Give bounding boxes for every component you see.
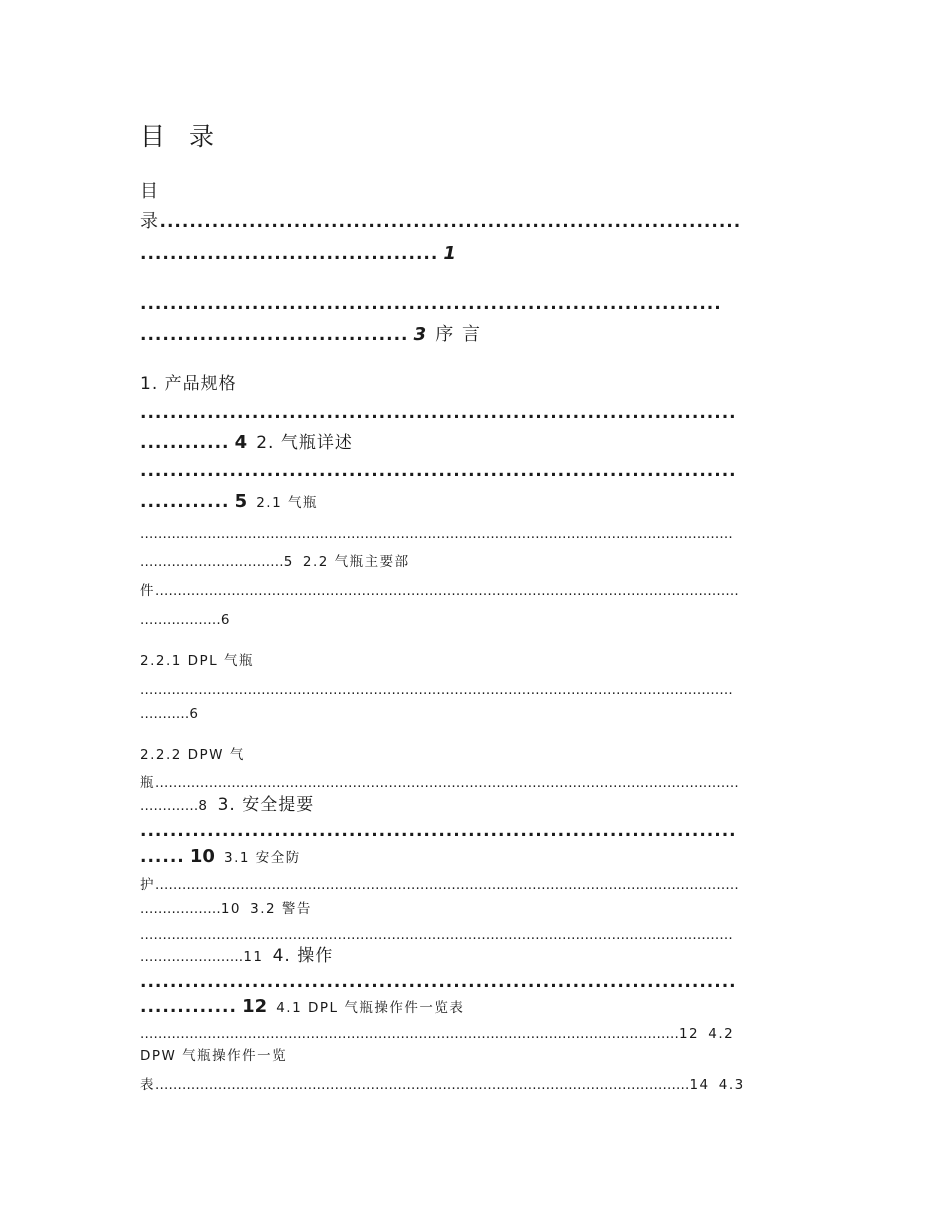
page-number: 12 [242, 996, 268, 1017]
section-2-2: 2.2 气瓶主要部 [302, 554, 410, 570]
leader-dots: ................................................................................ [140, 972, 737, 992]
page-number: 11 [243, 949, 264, 965]
leader-dots: ................................................................................ [140, 403, 737, 423]
section-2-1: 2.1 气瓶 [256, 495, 318, 511]
section-3-2: 3.2 警告 [250, 901, 312, 917]
toc-entry-2-2-page [140, 611, 231, 628]
page-number: 6 [220, 612, 231, 628]
toc-entry-4 [140, 998, 464, 1016]
leader-dots: ........... [140, 706, 190, 722]
toc-title: 目 录 [140, 122, 222, 151]
toc-entry-3 [140, 848, 301, 866]
page-number: 12 [678, 1026, 700, 1042]
toc-entry-preface [140, 326, 481, 344]
toc-entry-2-2-1 [140, 705, 200, 722]
section-2-2-2: 2.2.2 DPW 气 [140, 747, 245, 763]
toc-entry-1 [140, 434, 353, 452]
leader-dots: .................. [140, 612, 221, 628]
page-number: 14 [689, 1077, 710, 1093]
toc-entry-contents: 录.............................................................................. [140, 211, 742, 232]
section-4-2: DPW 气瓶操作件一览 [140, 1048, 288, 1064]
leader-dots: .................................................................................................................................. [155, 877, 739, 893]
leader-dots: .............................................................................. [140, 294, 722, 314]
leader-dots: .................................................................................................................................... [140, 927, 733, 943]
leader-dots: .................................................................................................................................. [155, 775, 739, 791]
toc-entry-2-1 [140, 553, 410, 570]
leader-dots: .................................................................................................................................... [140, 682, 733, 698]
leader-dots: ....................... [140, 949, 244, 965]
leader-dots: ............ [140, 433, 230, 453]
toc-entry-4-1 [140, 1025, 734, 1042]
leader-dots: ........................................ [140, 244, 439, 264]
page-number: 8 [198, 798, 209, 814]
toc-entry-preface-dots [140, 296, 722, 313]
leader-dots: ........................................................................................................................ [140, 1026, 679, 1042]
leader-dots: .................................................................................................................................. [155, 583, 739, 599]
leader-dots: ................................ [140, 554, 284, 570]
toc-entry-3-1: 护.................................................................................................................................. [140, 877, 739, 893]
leader-dots: .................................... [140, 325, 409, 345]
leader-dots: ................................................................................ [140, 461, 737, 481]
leader-dots: ............. [140, 997, 237, 1017]
leader-dots: ................................................................................ [140, 821, 737, 841]
toc-line-mu: 目 [140, 181, 160, 202]
section-3: 3. 安全提要 [217, 795, 315, 815]
leader-dots: .............................................................................. [159, 212, 742, 232]
section-4-1: 4.1 DPL 气瓶操作件一览表 [276, 1000, 465, 1016]
toc-entry-contents-cont [140, 245, 456, 263]
toc-entry-2 [140, 493, 318, 511]
section-2: 2. 气瓶详述 [256, 433, 353, 453]
leader-line [140, 926, 733, 943]
leader-dots: .................................................................................................................................... [140, 526, 733, 542]
page-number: 10 [189, 846, 215, 867]
leader-line [140, 463, 737, 480]
section-preface: 序 言 [435, 324, 482, 345]
page-number: 4 [234, 432, 248, 453]
page-number: 5 [234, 491, 248, 512]
section-4-2-number: 4.2 [708, 1026, 735, 1042]
toc-entry-2-2: 件.................................................................................................................................. [140, 583, 739, 599]
leader-dots: ....................................................................................................................... [155, 1077, 690, 1093]
leader-dots: ............. [140, 798, 199, 814]
section-2-2-1: 2.2.1 DPL 气瓶 [140, 653, 254, 669]
toc-entry-3-2 [140, 948, 333, 965]
toc-entry-2-2-2-page [140, 797, 314, 814]
page-number: 3 [413, 324, 427, 345]
section-4-3-number: 4.3 [718, 1077, 745, 1093]
leader-line [140, 681, 733, 698]
page-number: 5 [283, 554, 294, 570]
page-number: 1 [443, 243, 456, 264]
leader-line [140, 823, 737, 840]
toc-entry-3-1-page [140, 900, 312, 917]
toc-entry-2-2-2: 瓶.................................................................................................................................. [140, 775, 739, 791]
leader-dots: .................. [140, 901, 221, 917]
leader-line [140, 525, 733, 542]
toc-entry-4-2: 表.......................................................................................................................14 4.3 [140, 1077, 745, 1093]
section-1: 1. 产品规格 [140, 374, 237, 394]
section-3-1: 3.1 安全防 [224, 850, 301, 866]
section-4: 4. 操作 [272, 946, 334, 966]
page-number: 10 [220, 901, 242, 917]
leader-dots: ...... [140, 847, 185, 867]
page-number: 6 [189, 706, 200, 722]
leader-line [140, 405, 737, 422]
leader-dots: ............ [140, 492, 230, 512]
leader-line [140, 974, 737, 991]
